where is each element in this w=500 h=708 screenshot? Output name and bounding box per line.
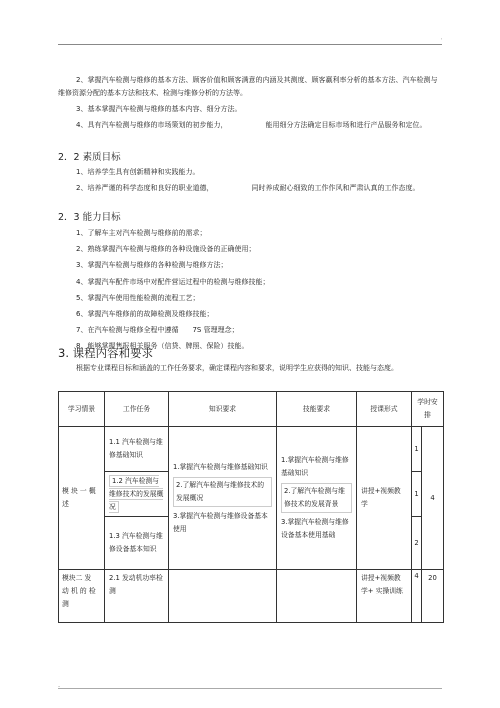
hours-total-cell: 4: [422, 427, 444, 570]
hours-sub-cell: 1: [412, 427, 422, 472]
hours-sub-cell: 1: [412, 472, 422, 517]
header-hours: 学时安排: [412, 392, 444, 427]
hours-sub-cell: 4: [412, 570, 422, 623]
course-intro: [58, 362, 443, 375]
list-item: 5、掌握汽车使用性能检测的流程工艺；: [76, 293, 200, 302]
text-fragment: 7、在汽车检测与维修全程中遵循: [76, 326, 179, 335]
skill-item: 1.掌握汽车检测与维修基础知识: [281, 456, 349, 477]
text-fragment: 同时养成耐心细致的工作作风和严肃认真的工作态度。: [251, 184, 420, 192]
section-heading-ability: 2．3 能力目标: [58, 212, 121, 223]
header-work-task: 工作任务: [105, 392, 169, 427]
hours-total-cell: 20: [422, 570, 444, 623]
header-skills: 技能要求: [277, 392, 357, 427]
knowledge-cell: [169, 570, 277, 623]
task-text: 1.2 汽车检测与维修技术的发展概况: [109, 476, 164, 511]
list-item: [58, 324, 443, 337]
hours-sub-cell: 2: [412, 517, 422, 570]
header-mark: ': [440, 38, 442, 44]
header-teaching-mode: 授课形式: [357, 392, 412, 427]
teaching-mode-cell: 讲授+视频教学: [357, 427, 412, 570]
task-cell: [105, 472, 169, 517]
list-item: 2、熟练掌握汽车检测与维修的各种设施设备的正确使用；: [76, 245, 256, 254]
paragraph: [58, 119, 443, 132]
knowledge-item: 3.掌握汽车检测与维修设备基本使用: [173, 511, 268, 533]
paragraph: 根据专业课程目标和涵盖的工作任务要求，确定课程内容和要求，说明学生应获得的知识、技能与态度。: [76, 364, 398, 372]
module-name: 模块二 发 动 机 的 检 测: [59, 570, 105, 623]
list-item: 6、掌握汽车维修前的故障检测及维修技能；: [76, 309, 214, 318]
header-learning-scenario: 学习情景: [59, 392, 105, 427]
list-item: 1、培养学生具有创新精神和实践能力。: [76, 168, 200, 176]
table-row: [59, 570, 444, 623]
footer-rule: [58, 688, 442, 689]
task-cell: 1.1 汽车检测与维修基础知识: [105, 427, 169, 472]
section-heading-course-content: 3. 课程内容和要求: [58, 346, 154, 360]
skill-cell: [277, 570, 357, 623]
teaching-mode-cell: 讲授+视频教学+ 实操训练: [357, 570, 412, 623]
list-item: 1、了解车主对汽车检测与维修前的需求；: [76, 229, 207, 237]
course-content-table: [58, 391, 444, 623]
knowledge-item: 1.掌握汽车检测与维修基础知识: [173, 462, 268, 471]
task-cell: 2.1 发动机功率检测: [105, 570, 169, 623]
list-item: 4、掌握汽车配件市场中对配件营运过程中的检测与维修技能；: [76, 277, 270, 286]
text-fragment: 4、具有汽车检测与维修的市场策划的初步能力，: [76, 121, 228, 129]
knowledge-objectives-continued: [58, 74, 443, 132]
section-heading-quality: 2．2 素质目标: [58, 152, 121, 163]
skill-item: 2.了解汽车检测与维修技术的发展背景: [281, 483, 352, 513]
table-row: [59, 427, 444, 472]
paragraph: 2、掌握汽车检测与维修的基本方法、顾客价值和顾客满意的内涵及其测度、顾客赢利率分析的基本方法、汽车检测与维修资源分配的基本方法和技术、检测与维修分析的方法等。: [58, 76, 438, 97]
text-fragment: 2、培养严谨的科学态度和良好的职业道德，: [76, 184, 214, 192]
footer-mark: -: [58, 683, 61, 690]
text-fragment: 7S 管理理念；: [192, 326, 239, 335]
table-header-row: [59, 392, 444, 427]
skill-cell: [277, 427, 357, 570]
skill-item: 3.掌握汽车检测与维修设备基本使用基础: [281, 518, 349, 539]
module-name: 模 块 一 概述: [59, 427, 105, 570]
knowledge-item: 2.了解汽车检测与维修技术的发展概况: [173, 477, 272, 507]
paragraph: 3、基本掌握汽车检测与维修的基本内容、细分方法。: [76, 105, 242, 113]
ability-objectives: [58, 227, 443, 353]
header-knowledge: 知识要求: [169, 392, 277, 427]
quality-objectives: [58, 166, 443, 195]
header-rule: [58, 44, 442, 45]
list-item: [58, 182, 443, 195]
task-cell: 1.3 汽车检测与维修设备基本知识: [105, 517, 169, 570]
list-item: 3、掌握汽车检测与维修的各种检测与维修方法；: [76, 261, 228, 270]
knowledge-cell: [169, 427, 277, 570]
list-item: 8、能够掌握售报相关服务（信贷、牌照、保险）技能。: [76, 342, 249, 351]
text-fragment: 能用细分方法确定目标市场和进行产品服务和定位。: [265, 121, 427, 129]
